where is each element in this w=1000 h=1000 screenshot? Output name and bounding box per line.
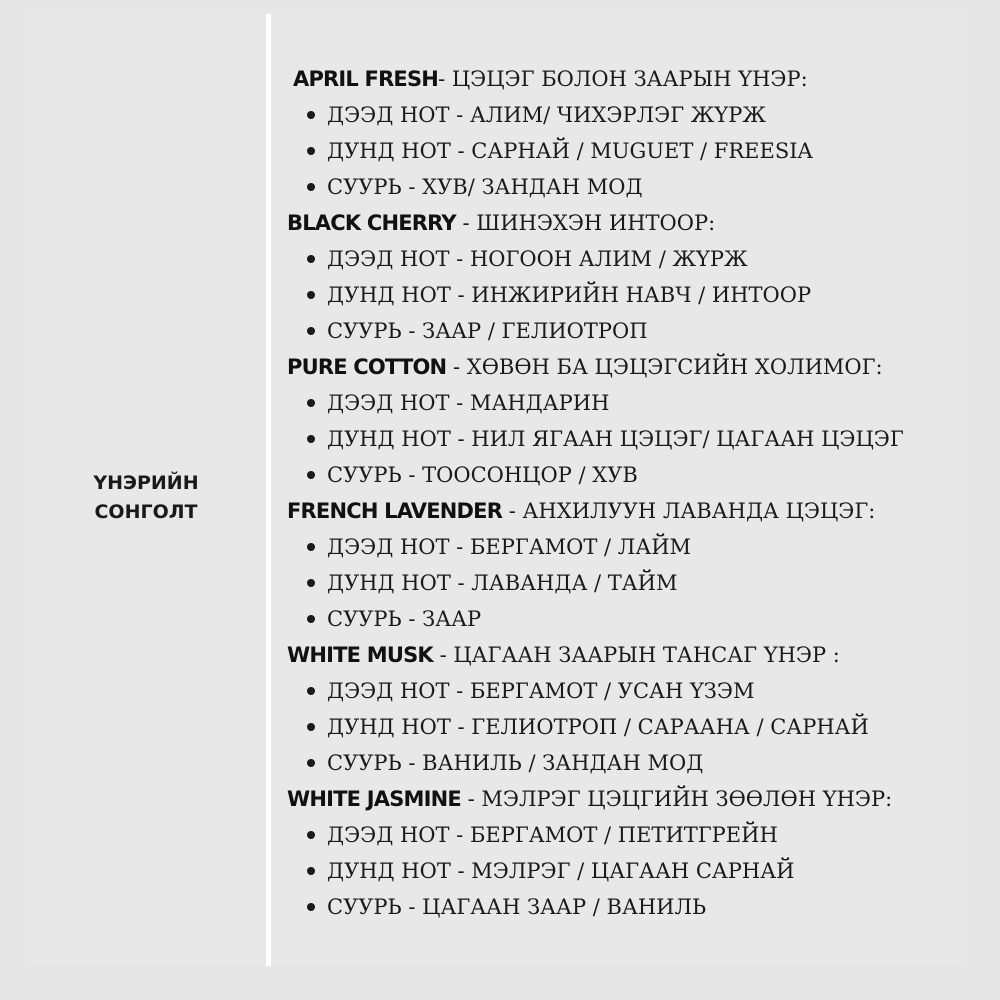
bullet-icon (307, 435, 315, 443)
note-text: ДЭЭД НОТ - МАНДАРИН (327, 391, 610, 415)
note-text: ДЭЭД НОТ - АЛИМ/ ЧИХЭРЛЭГ ЖҮРЖ (327, 103, 766, 127)
scent-heading (287, 493, 966, 529)
note-text: ДУНД НОТ - МЭЛРЭГ / ЦАГААН САРНАЙ (327, 859, 795, 883)
list-item (287, 673, 966, 709)
bullet-icon (307, 903, 315, 911)
bullet-icon (307, 291, 315, 299)
bullet-icon (307, 147, 315, 155)
scent-black-cherry (287, 205, 966, 241)
scent-heading (287, 205, 966, 241)
bullet-icon (307, 183, 315, 191)
scent-pure-cotton (287, 349, 966, 385)
bullet-icon (307, 111, 315, 119)
list-item (287, 313, 966, 349)
label-cell (26, 14, 266, 966)
scent-white-jasmine (287, 781, 966, 817)
notes-list (287, 97, 966, 205)
note-text: ДЭЭД НОТ - БЕРГАМОТ / ПЕТИТГРЕЙН (327, 823, 778, 847)
list-item (287, 457, 966, 493)
note-text: ДУНД НОТ - НИЛ ЯГААН ЦЭЦЭГ/ ЦАГААН ЦЭЦЭГ (327, 427, 904, 451)
note-text: СУУРЬ - ХУВ/ ЗАНДАН МОД (327, 175, 643, 199)
list-item (287, 421, 966, 457)
scent-name: BLACK CHERRY (287, 211, 456, 235)
row-label-line1: ҮНЭРИЙН (93, 472, 199, 494)
scent-description: - АНХИЛУУН ЛАВАНДА ЦЭЦЭГ: (502, 499, 876, 523)
list-item (287, 889, 966, 925)
row-label-line2: СОНГОЛТ (94, 501, 198, 523)
scent-description: - ЦАГААН ЗААРЫН ТАНСАГ ҮНЭР : (432, 643, 840, 667)
scent-table (26, 14, 966, 966)
list-item (287, 565, 966, 601)
scent-april-fresh (287, 61, 966, 97)
list-item (287, 241, 966, 277)
list-item (287, 97, 966, 133)
note-text: ДЭЭД НОТ - БЕРГАМОТ / ЛАЙМ (327, 535, 692, 559)
bullet-icon (307, 579, 315, 587)
list-item (287, 169, 966, 205)
note-text: ДЭЭД НОТ - БЕРГАМОТ / УСАН ҮЗЭМ (327, 679, 755, 703)
scent-heading (287, 781, 966, 817)
note-text: СУУРЬ - ЦАГААН ЗААР / ВАНИЛЬ (327, 895, 707, 919)
list-item (287, 385, 966, 421)
list-item (287, 601, 966, 637)
note-text: ДУНД НОТ - САРНАЙ / MUGUET / FREESIA (327, 139, 813, 163)
bullet-icon (307, 723, 315, 731)
note-text: СУУРЬ - ТООСОНЦОР / ХУВ (327, 463, 638, 487)
bullet-icon (307, 687, 315, 695)
notes-list (287, 385, 966, 493)
list-item (287, 277, 966, 313)
scent-heading (293, 61, 966, 97)
scent-name: APRIL FRESH (293, 67, 439, 91)
scent-description: - ШИНЭХЭН ИНТООР: (455, 211, 716, 235)
bullet-icon (307, 399, 315, 407)
scent-white-musk (287, 637, 966, 673)
list-item (287, 133, 966, 169)
scent-heading (287, 637, 966, 673)
notes-list (287, 241, 966, 349)
bullet-icon (307, 543, 315, 551)
list-item (287, 817, 966, 853)
scent-heading (287, 349, 966, 385)
bullet-icon (307, 327, 315, 335)
bullet-icon (307, 255, 315, 263)
list-item (287, 853, 966, 889)
row-label (93, 469, 198, 527)
bullet-icon (307, 471, 315, 479)
note-text: ДУНД НОТ - ИНЖИРИЙН НАВЧ / ИНТООР (327, 283, 812, 307)
scent-french-lavender (287, 493, 966, 529)
notes-list (287, 673, 966, 781)
note-text: СУУРЬ - ВАНИЛЬ / ЗАНДАН МОД (327, 751, 704, 775)
scent-name: WHITE JASMINE (287, 787, 461, 811)
bullet-icon (307, 831, 315, 839)
scent-description: - ХӨВӨН БА ЦЭЦЭГСИЙН ХОЛИМОГ: (446, 355, 883, 379)
list-item (287, 745, 966, 781)
bullet-icon (307, 867, 315, 875)
scent-description: - ЦЭЦЭГ БОЛОН ЗААРЫН ҮНЭР: (438, 67, 808, 91)
scent-name: FRENCH LAVENDER (287, 499, 503, 523)
note-text: ДУНД НОТ - ЛАВАНДА / ТАЙМ (327, 571, 678, 595)
bullet-icon (307, 615, 315, 623)
note-text: СУУРЬ - ЗААР / ГЕЛИОТРОП (327, 319, 648, 343)
content-cell (271, 14, 966, 966)
list-item (287, 709, 966, 745)
notes-list (287, 529, 966, 637)
scent-name: PURE COTTON (287, 355, 447, 379)
list-item (287, 529, 966, 565)
bullet-icon (307, 759, 315, 767)
scent-name: WHITE MUSK (287, 643, 433, 667)
notes-list (287, 817, 966, 925)
note-text: СУУРЬ - ЗААР (327, 607, 482, 631)
scent-description: - МЭЛРЭГ ЦЭЦГИЙН ЗӨӨЛӨН ҮНЭР: (460, 787, 893, 811)
note-text: ДУНД НОТ - ГЕЛИОТРОП / САРААНА / САРНАЙ (327, 715, 869, 739)
note-text: ДЭЭД НОТ - НОГООН АЛИМ / ЖҮРЖ (327, 247, 748, 271)
